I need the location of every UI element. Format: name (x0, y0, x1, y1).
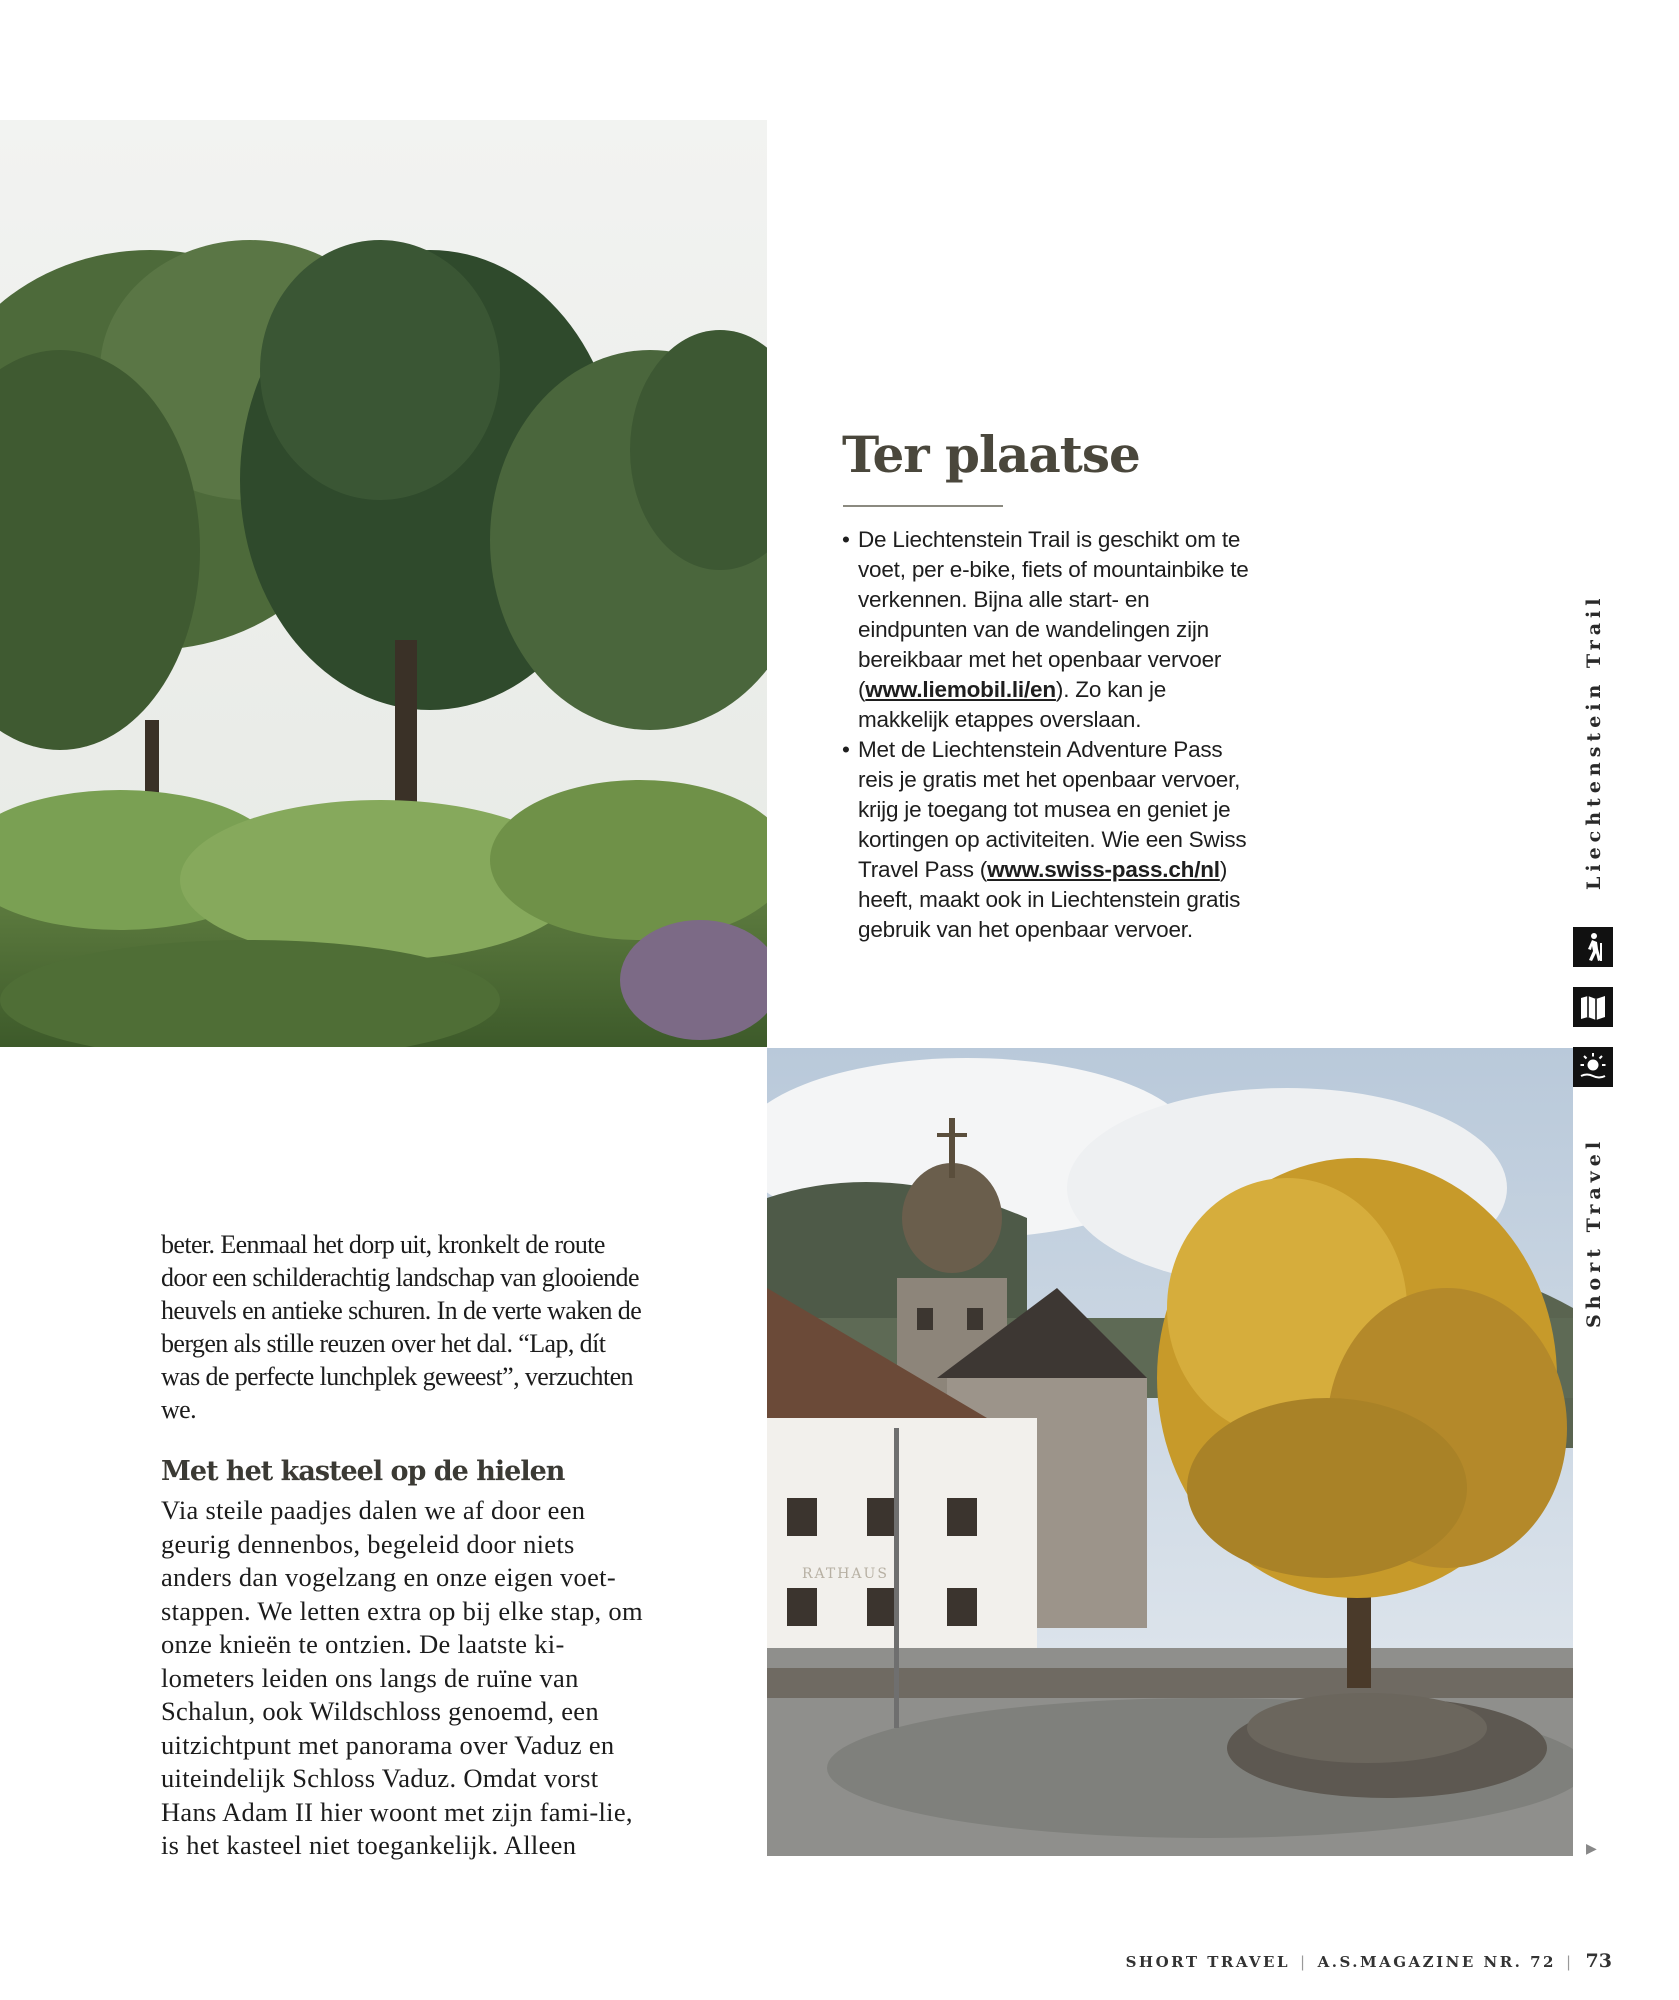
photo-trees-meadow-illustration (0, 120, 767, 1047)
page-footer (1126, 1950, 1612, 1972)
tip-item (842, 735, 1262, 945)
info-box-title: Ter plaatse (842, 425, 1140, 484)
page-number: 73 (1585, 1950, 1612, 1972)
photo-trees-meadow (0, 120, 767, 1047)
sun-icon (1573, 1047, 1613, 1087)
category-label-vertical: Short Travel (1583, 1136, 1605, 1328)
title-divider (843, 505, 1003, 507)
continue-arrow-icon: ▶ (1586, 1840, 1597, 1856)
sun-icon-glyph (1573, 1047, 1613, 1087)
tip1-text-after: ). Zo kan je makkelijk etappes overslaan. (858, 677, 1167, 732)
footer-separator: | (1565, 1953, 1574, 1971)
hiking-icon-glyph (1573, 927, 1613, 967)
map-icon (1573, 987, 1613, 1027)
tip2-text-after: ) heeft, maakt ook in Liechtenstein gratis gebruik van het openbaar vervoer. (858, 857, 1241, 942)
tip2-text-before: Met de Liechtenstein Adventure Pass reis je gratis met het openbaar vervoer, krijg je toegang tot musea en geniet je kortingen op activiteiten. Wie een Swiss Travel Pass ( (858, 737, 1247, 882)
hiking-icon (1573, 927, 1613, 967)
photo-village-church-illustration (767, 1048, 1573, 1856)
map-icon-glyph (1573, 987, 1613, 1027)
tip1-text-before: De Liechtenstein Trail is geschikt om te voet, per e-bike, fiets of mountainbike te verkennen. Bijna alle start- en eindpunten van de wandelingen zijn bereikbaar met het openbaar vervoer ( (858, 527, 1249, 702)
liemobil-link[interactable]: www.liemobil.li/en (865, 677, 1056, 702)
footer-magazine: A.S.MAGAZINE NR. 72 (1317, 1953, 1556, 1971)
footer-section: SHORT TRAVEL (1125, 1953, 1291, 1971)
rathaus-sign: RATHAUS (802, 1566, 889, 1582)
section-label-vertical: Liechtenstein Trail (1583, 593, 1605, 890)
tip-item (842, 525, 1262, 735)
swiss-pass-link[interactable]: www.swiss-pass.ch/nl (987, 857, 1220, 882)
article-paragraph: Via steile paadjes dalen we af door een geurig dennenbos, begeleid door niets anders dan vogelzang en onze eigen voet-stappen. We letten extra op bij elke stap, om onze knieën te ontzien. De laatste ki-lometers leiden ons langs de ruïne van Schalun, ook Wildschloss genoemd, een uitzichtpunt met panorama over Vaduz en uiteindelijk Schloss Vaduz. Omdat vorst Hans Adam II hier woont met zijn fami-lie, is het kasteel niet toegankelijk. Alleen (161, 1495, 643, 1860)
footer-separator: | (1300, 1953, 1308, 1971)
tips-list (842, 525, 1262, 945)
photo-village-church (767, 1048, 1573, 1856)
article-subheading: Met het kasteel op de hielen (161, 1456, 565, 1487)
article-paragraph: beter. Eenmaal het dorp uit, kronkelt de route door een schilderachtig landschap van glooiende heuvels en antieke schuren. In de verte waken de bergen als stille reuzen over het dal. “Lap, dít was de perfecte lunchplek geweest”, verzuchten we. (161, 1230, 642, 1424)
